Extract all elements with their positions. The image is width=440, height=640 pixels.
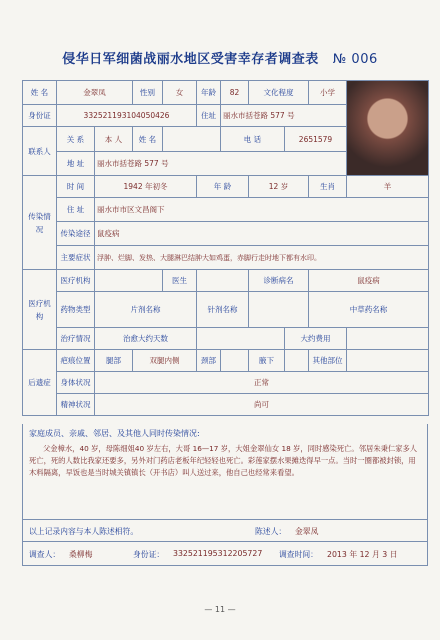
sex-label: 性别 — [133, 81, 163, 105]
infect-age-label: 年 龄 — [197, 176, 249, 198]
doctor-label: 医生 — [163, 270, 197, 292]
scar-label: 疤痕位置 — [57, 350, 95, 372]
neck-label: 颈部 — [197, 350, 221, 372]
medical-group-text: 医疗机构 — [28, 298, 51, 321]
drug-type-label: 药物类型 — [57, 292, 95, 328]
med-org-label: 医疗机构 — [57, 270, 95, 292]
mind-label: 精神状况 — [57, 394, 95, 416]
investigator-id-value: 332521195312205727 — [173, 549, 263, 558]
leg-label: 腿部 — [95, 350, 133, 372]
name-label: 姓 名 — [23, 81, 57, 105]
investigator-row — [22, 542, 428, 566]
medical-group-label — [23, 270, 57, 350]
survivor-photo — [347, 81, 429, 176]
confirmation-text: 以上记录内容与本人陈述相符。 — [29, 527, 139, 536]
med-org-value — [95, 270, 163, 292]
contact-addr-label: 地 址 — [57, 152, 95, 176]
family-infection-heading: 家庭成员、亲戚、邻居、及其他人同时传染情况: — [29, 429, 200, 438]
survey-date-value: 2013 年 12 月 3 日 — [327, 550, 398, 559]
sequel-group-label — [23, 350, 57, 416]
sequel-group-text: 后遗症 — [28, 378, 51, 387]
narrator-label: 陈述人： — [255, 527, 287, 536]
diagnosis-value: 鼠疫病 — [309, 270, 429, 292]
waist-value — [285, 350, 309, 372]
infection-group-text: 传染情况 — [28, 211, 51, 234]
injection-value — [249, 292, 309, 328]
family-infection-text: 父金樟水，40 岁，母陈细姐40 岁左右，大哥 16—17 岁，大姐金翠仙女 18 岁，同时感染死亡。邻居朱秉仁家多人死亡，死的人数比我家还要多，另外对门药店老板年纪轻轻也死亡。彩莲家摆水果摊迭得早一点。当时一圈都被封锁，用木料隔离，早饭也是当时城关镇镇长（开书店）叫人送过来，他自己也经常来看望。 — [29, 444, 418, 477]
cure-days-label: 治愈大约天数 — [95, 328, 197, 350]
infect-time-label: 时 间 — [57, 176, 95, 198]
mind-value: 尚可 — [95, 394, 429, 416]
infect-time-value: 1942 年初冬 — [95, 176, 197, 198]
injection-label: 针剂名称 — [197, 292, 249, 328]
addr-value: 丽水市括苍路 577 号 — [221, 105, 347, 127]
infect-place-value: 丽水市市区文昌阁下 — [95, 198, 429, 222]
page-number: — 11 — — [204, 605, 236, 614]
contact-phone-label: 电 话 — [221, 127, 285, 152]
edu-label: 文化程度 — [249, 81, 309, 105]
form-title — [0, 48, 440, 67]
survey-date-label: 调查时间： — [279, 550, 318, 559]
contact-phone-value: 2651579 — [285, 127, 347, 152]
contact-group-label: 联系人 — [23, 127, 57, 176]
edu-value: 小学 — [309, 81, 347, 105]
narrator-value: 金翠凤 — [295, 527, 319, 536]
addr-label: 住址 — [197, 105, 221, 127]
form-number: № 006 — [332, 52, 378, 67]
form-title-text: 侵华日军细菌战丽水地区受害幸存者调查表 — [62, 52, 319, 67]
age-value: 82 — [221, 81, 249, 105]
contact-name-value — [163, 127, 221, 152]
survey-table — [22, 80, 429, 416]
zodiac-value: 羊 — [347, 176, 429, 198]
sex-value: 女 — [163, 81, 197, 105]
contact-rel-label: 关 系 — [57, 127, 95, 152]
western-drug-label: 片剂名称 — [95, 292, 197, 328]
cost-value — [347, 328, 429, 350]
id-value: 332521193104050426 — [57, 105, 197, 127]
treatment-label: 治疗情况 — [57, 328, 95, 350]
contact-addr-value: 丽水市括苍路 577 号 — [95, 152, 347, 176]
infect-route-label: 传染途径 — [57, 222, 95, 246]
contact-rel-value: 本 人 — [95, 127, 133, 152]
infect-place-label: 住 址 — [57, 198, 95, 222]
symptoms-value: 浮肿、烂脚、发热、大腿淋巴结肿大如鸡蛋，赤脚行走时地下都有水印。 — [95, 246, 429, 270]
waist-label: 腋下 — [249, 350, 285, 372]
herbal-label: 中草药名称 — [309, 292, 429, 328]
confirmation-row — [22, 520, 428, 542]
body-value: 正常 — [95, 372, 429, 394]
neck-value — [221, 350, 249, 372]
zodiac-label: 生肖 — [309, 176, 347, 198]
symptoms-label: 主要症状 — [57, 246, 95, 270]
investigator-id-label: 身份证： — [133, 550, 165, 559]
age-label: 年龄 — [197, 81, 221, 105]
cost-label: 大约费用 — [285, 328, 347, 350]
doctor-value — [197, 270, 249, 292]
name-value: 金翠凤 — [57, 81, 133, 105]
other-label: 其他部位 — [309, 350, 347, 372]
investigator-value: 桑柳梅 — [69, 550, 93, 559]
contact-name-label: 姓 名 — [133, 127, 163, 152]
infect-route-value: 鼠疫病 — [95, 222, 429, 246]
leg-value: 双腿内侧 — [133, 350, 197, 372]
cure-days-value — [197, 328, 285, 350]
id-label: 身份证 — [23, 105, 57, 127]
infect-age-value: 12 岁 — [249, 176, 309, 198]
other-value — [347, 350, 429, 372]
infection-group-label — [23, 176, 57, 270]
investigator-label: 调查人： — [29, 550, 61, 559]
body-label: 身体状况 — [57, 372, 95, 394]
family-infection-section — [22, 424, 428, 520]
diagnosis-label: 诊断病名 — [249, 270, 309, 292]
